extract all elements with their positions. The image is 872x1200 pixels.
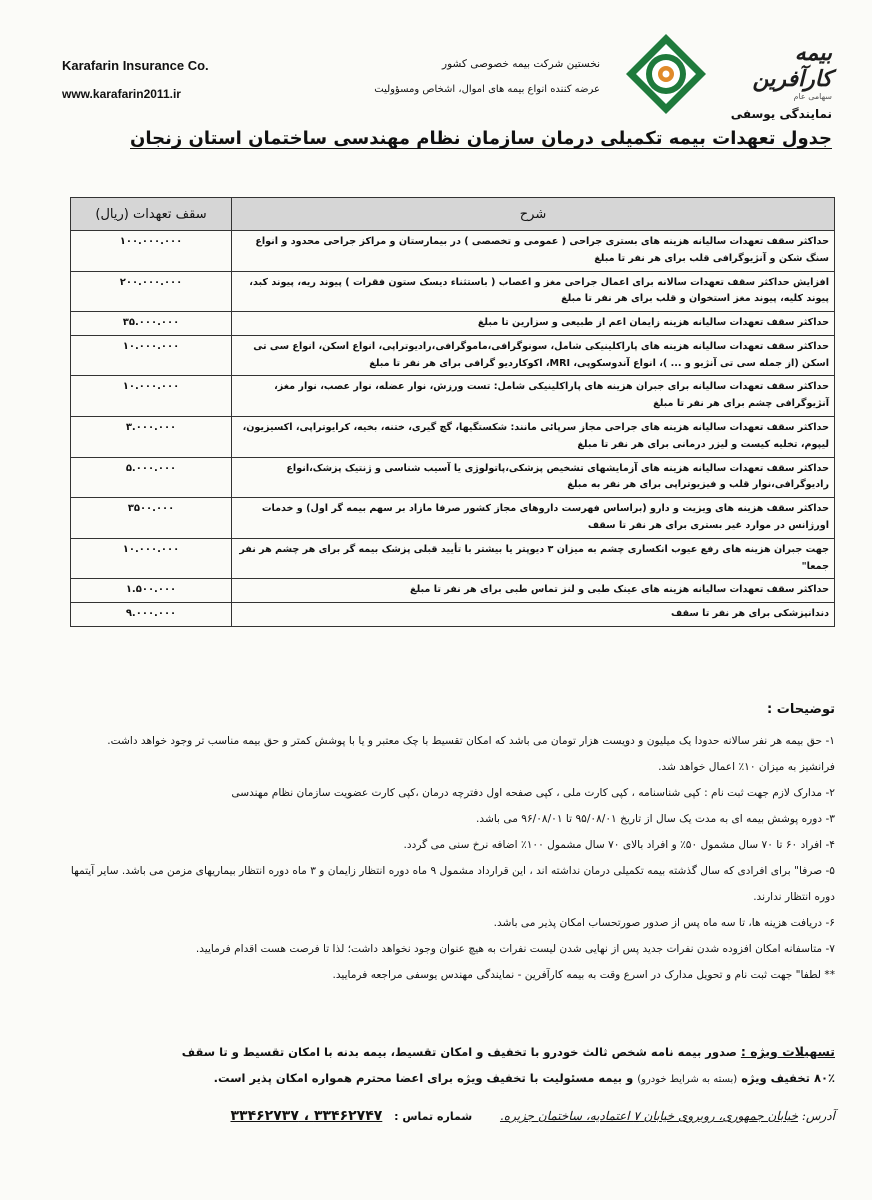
table-row [71,335,835,376]
row-amount: ۹.۰۰۰.۰۰۰ [71,603,232,627]
note-item: ۶- دریافت هزینه ها، تا سه ماه پس از صدور صورتحساب امکان پذیر می باشد. [493,916,835,929]
note-item: ۴- افراد ۶۰ تا ۷۰ سال مشمول ۵۰٪ و افراد بالای ۷۰ سال مشمول ۱۰۰٪ اضافه نرخ سنی می گردد. [403,838,835,851]
special-line-1 [70,1038,835,1066]
row-amount: ۳.۰۰۰.۰۰۰ [71,417,232,458]
brand-since: سهامی عام [793,92,832,101]
karafarin-logo-icon [622,30,710,118]
special-offers [70,1038,835,1091]
special-offers-rest: و بیمه مسئولیت با تخفیف ویژه برای اعضا محترم همواره امکان پذیر است. [213,1070,634,1085]
address-label: آدرس: [801,1109,835,1123]
row-description: حداکثر سقف تعهدات سالیانه هزینه های پاراکلینیکی شامل، سونوگرافی،ماموگرافی،رادیوتراپی، انواع اسکن، انواع سی تی اسکن (از جمله سی تی آنژیو و ... )، انواع آندوسکوپی، MRI، اکوکاردیو گرافی برای هر نفر تا مبلغ [232,335,835,376]
table-row [71,457,835,498]
table-row [71,538,835,579]
row-amount: ۵.۰۰۰.۰۰۰ [71,457,232,498]
table-row [71,231,835,272]
row-amount: ۲۰۰.۰۰۰.۰۰۰ [71,271,232,312]
special-discount-note: (بسته به شرایط خودرو) [637,1073,738,1085]
note-item: ۱- حق بیمه هر نفر سالانه حدودا یک میلیون و دویست هزار تومان می باشد که امکان تقسیط با چک معتبر و یا با پوشش کمتر و حق بیمه مناسب تر وجود خواهد داشت. فرانشیز به میزان ۱۰٪ اعمال خواهد شد. [107,735,835,773]
contact-block [70,1108,835,1124]
row-description: افزایش حداکثر سقف تعهدات سالانه برای اعمال جراحی مغز و اعصاب ( باستثناء دیسک ستون فقرات ) پیوند ریه، پیوند کبد، پیوند کلیه، پیوند مغز استخوان و قلب برای هر نفر تا مبلغ [232,271,835,312]
table-row [71,603,835,627]
coverage-table [70,197,835,627]
phone-numbers[interactable]: ۳۳۴۶۲۷۴۷ ، ۳۳۴۶۲۷۳۷ [230,1108,383,1124]
notes-title: توضیحات : [767,702,835,717]
note-item: ۲- مدارک لازم جهت ثبت نام : کپی شناسنامه ، کپی کارت ملی ، کپی صفحه اول دفترچه درمان ،کپی کارت عضویت سازمان نظام مهندسی [231,786,835,799]
table-row [71,271,835,312]
company-tagline: نخستین شرکت بیمه خصوصی کشور [442,58,600,70]
ceiling-column-header: سقف تعهدات (ریال) [71,198,232,231]
row-amount: ۱۰.۰۰۰.۰۰۰ [71,538,232,579]
row-amount: ۱۰.۰۰۰.۰۰۰ [71,376,232,417]
website-link[interactable]: www.karafarin2011.ir [62,87,181,101]
row-amount: ۳۵۰۰.۰۰۰ [71,498,232,539]
row-description: حداکثر سقف تعهدات سالیانه هزینه های آزمایشهای تشخیص پزشکی،پاتولوژی یا آسیب شناسی و ژنتیک پزشک،انواع رادیوگرافی،نوار قلب و فیزیوتراپی برای هر نفر به مبلغ [232,457,835,498]
row-amount: ۳۵.۰۰۰.۰۰۰ [71,312,232,336]
brand-block [712,40,832,121]
note-item: ۷- متاسفانه امکان افزوده شدن نفرات جدید پس از نهایی شدن لیست نفرات به هیچ عنوان وجود نخواهد داشت؛ لذا تا فرصت هست اقدام فرمایید. [195,942,835,955]
company-description: عرضه کننده انواع بیمه های اموال، اشخاص ومسؤولیت [374,84,600,95]
row-amount: ۱۰.۰۰۰.۰۰۰ [71,335,232,376]
header-middle [330,58,600,95]
note-item: ۳- دوره پوشش بیمه ای به مدت یک سال از تاریخ ۹۵/۰۸/۰۱ تا ۹۶/۰۸/۰۱ می باشد. [476,812,835,825]
row-description: دندانپزشکی برای هر نفر تا سقف [232,603,835,627]
note-item: ۵- صرفا" برای افرادی که سال گذشته بیمه تکمیلی درمان نداشته اند ، این قرارداد مشمول ۹ ماه دوره انتظار زایمان و ۳ ماه دوره انتظار بیماریهای مزمن می باشد. سایر آیتمها دوره انتظار ندارند. [70,864,835,903]
table-row [71,579,835,603]
address-text: خیابان جمهوری، روبروی خیابان ۷ اعتمادیه، ساختمان جزیره. [499,1109,798,1123]
row-description: حداکثر سقف تعهدات سالیانه هزینه های عینک طبی و لنز تماس طبی برای هر نفر تا مبلغ [232,579,835,603]
table-row [71,312,835,336]
agency-name: نمایندگی یوسفی [730,107,832,121]
row-description: حداکثر سقف تعهدات سالیانه هزینه زایمان اعم از طبیعی و سزارین تا مبلغ [232,312,835,336]
brand-name: بیمه کارآفرین [752,40,832,92]
row-description: جهت جبران هزینه های رفع عیوب انکساری چشم به میزان ۳ دیوپتر یا بیشتر با تأیید قبلی پزشک بیمه گر برای هر چشم هر نفر جمعا" [232,538,835,579]
special-offers-label: تسهیلات ویژه : [740,1044,835,1059]
note-item: ** لطفا" جهت ثبت نام و تحویل مدارک در اسرع وقت به بیمه کارآفرین - نمایندگی مهندس یوسفی مراجعه فرمایید. [332,968,835,981]
special-line-2 [70,1066,835,1091]
row-description: حداکثر سقف هزینه های ویزیت و دارو (براساس فهرست داروهای مجاز کشور صرفا مازاد بر سهم بیمه گر اول) و خدمات اورژانس در موارد غیر بستری برای هر نفر تا سقف [232,498,835,539]
notes-section [70,702,835,989]
special-offers-text: صدور بیمه نامه شخص ثالث خودرو با تخفیف و امکان تقسیط، بیمه بدنه با امکان تقسیط و تا سقف [181,1045,737,1059]
row-amount: ۱.۵۰۰.۰۰۰ [71,579,232,603]
special-discount: ۸۰٪ تخفیف ویژه [741,1070,835,1085]
company-name-en: Karafarin Insurance Co. [62,58,209,73]
table-row [71,376,835,417]
row-description: حداکثر سقف تعهدات سالیانه هزینه های جراحی مجاز سرپائی مانند: شکستگیها، گچ گیری، ختنه، بخیه، کرایوتراپی، اکسیزیون، لیپوم، تخلیه کیست و لیزر درمانی برای هر نفر تا مبلغ [232,417,835,458]
phone-label: شماره تماس : [394,1110,473,1123]
table-row [71,498,835,539]
row-description: حداکثر سقف تعهدات سالیانه برای جبران هزینه های پاراکلینیکی شامل: تست ورزش، نوار عضله، نوار عصب، نوار مغز، آنژیوگرافی چشم برای هر نفر تا مبلغ [232,376,835,417]
row-amount: ۱۰۰.۰۰۰.۰۰۰ [71,231,232,272]
header-left [62,58,302,101]
page-title: جدول تعهدات بیمه تکمیلی درمان سازمان نظام مهندسی ساختمان استان زنجان [130,128,832,149]
table-row [71,417,835,458]
row-description: حداکثر سقف تعهدات سالیانه هزینه های بستری جراحی ( عمومی و تخصصی ) در بیمارستان و مراکز جراحی محدود و انواع سنگ شکن و آنژیوگرافی قلب برای هر نفر تا مبلغ [232,231,835,272]
table-header-row [71,198,835,231]
description-column-header: شرح [232,198,835,231]
